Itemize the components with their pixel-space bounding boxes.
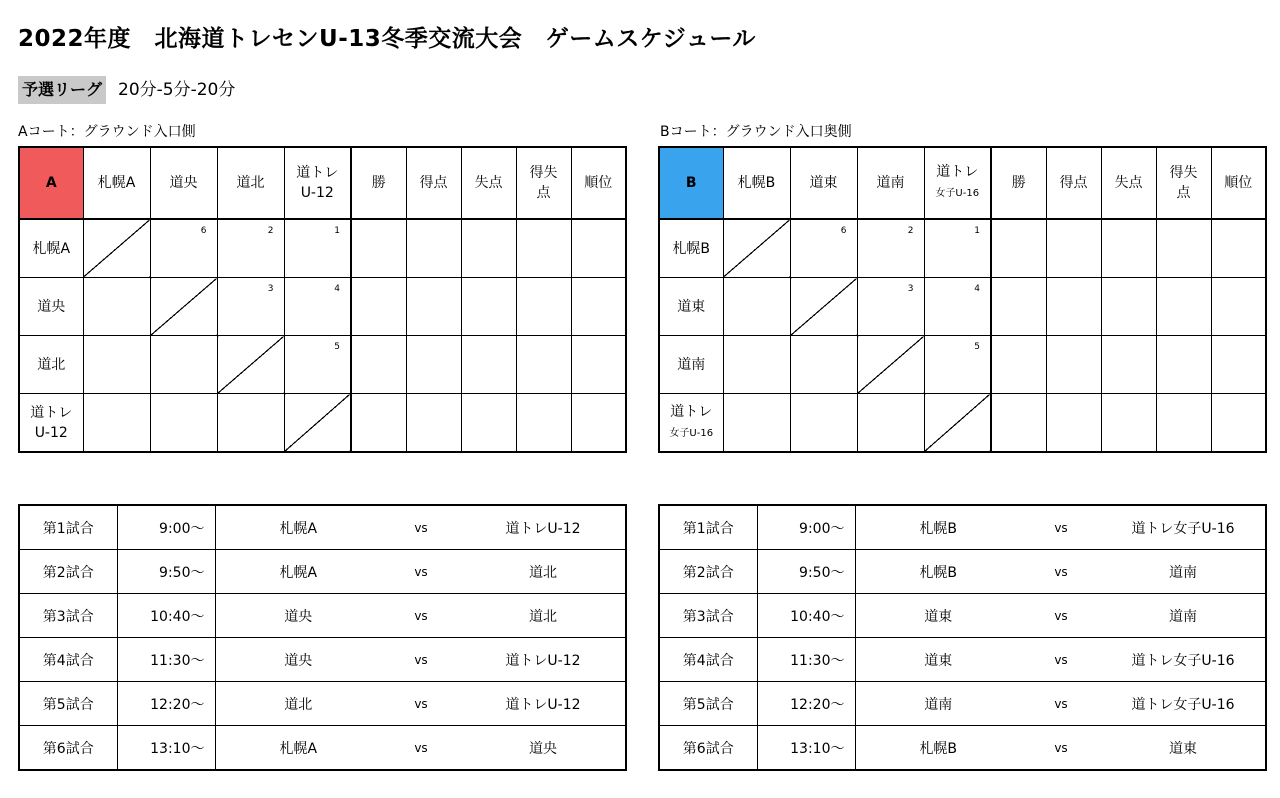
match-number: 1 (334, 226, 340, 236)
team-row-label (19, 394, 83, 453)
result-cell (284, 219, 351, 278)
stat-header-goals-for: 得点 (406, 147, 461, 219)
team-header: 道東 (790, 147, 857, 219)
stat-cell (1101, 394, 1156, 453)
away-team: 道トレ女子U-16 (1101, 638, 1266, 682)
stat-cell (406, 336, 461, 394)
home-team: 道南 (855, 682, 1021, 726)
stat-cell (461, 336, 516, 394)
court-b-label: Bコート：グラウンド入口奥側 (660, 124, 852, 140)
stat-cell (516, 394, 571, 453)
stat-header-wins: 勝 (991, 147, 1046, 219)
self-match-cell (857, 336, 924, 394)
stat-cell (1156, 336, 1211, 394)
vs-label: vs (1021, 550, 1101, 594)
kickoff-time: 12:20〜 (117, 682, 215, 726)
self-match-cell (924, 394, 991, 453)
match-number: 5 (334, 342, 340, 352)
vs-label: vs (1021, 505, 1101, 550)
vs-label: vs (381, 550, 461, 594)
result-cell (790, 394, 857, 453)
team-header: 札幌A (83, 147, 150, 219)
stat-cell (406, 278, 461, 336)
match-number: 4 (974, 284, 980, 294)
match-number: 1 (974, 226, 980, 236)
home-team: 道東 (855, 638, 1021, 682)
stat-cell (991, 278, 1046, 336)
team-row-line1: 道トレ (30, 404, 73, 421)
home-team: 道央 (215, 638, 381, 682)
vs-label: vs (381, 505, 461, 550)
result-cell (857, 219, 924, 278)
away-team: 道トレU-12 (461, 638, 626, 682)
stat-cell (351, 278, 406, 336)
team-header: 道北 (217, 147, 284, 219)
match-number-label: 第2試合 (19, 550, 117, 594)
match-number-label: 第6試合 (659, 726, 757, 771)
stat-cell (571, 336, 626, 394)
schedule-row (659, 726, 1266, 771)
team-row-label: 道東 (659, 278, 723, 336)
team-header: 札幌B (723, 147, 790, 219)
away-team: 道南 (1101, 550, 1266, 594)
court-b-schedule (658, 504, 1267, 771)
home-team: 札幌B (855, 505, 1021, 550)
schedule-row (19, 594, 626, 638)
home-team: 札幌A (215, 505, 381, 550)
team-row-line2: U-12 (34, 424, 68, 441)
schedule-row (19, 550, 626, 594)
team-header-line2: 女子U-16 (935, 188, 980, 199)
stat-cell (991, 394, 1046, 453)
vs-label: vs (381, 638, 461, 682)
stat-cell (1211, 394, 1266, 453)
team-header (284, 147, 351, 219)
home-team: 道東 (855, 594, 1021, 638)
stat-cell (1156, 394, 1211, 453)
match-format: 20分-5分-20分 (118, 80, 236, 100)
schedule-row (19, 726, 626, 771)
kickoff-time: 11:30〜 (757, 638, 855, 682)
away-team: 道トレU-12 (461, 505, 626, 550)
home-team: 札幌A (215, 550, 381, 594)
self-match-cell (217, 336, 284, 394)
team-header (924, 147, 991, 219)
stat-header-goal-diff-text: 得失点 (529, 165, 558, 201)
team-row-label: 札幌A (19, 219, 83, 278)
stat-cell (1101, 278, 1156, 336)
team-header: 道央 (150, 147, 217, 219)
result-cell (723, 278, 790, 336)
schedule-row (659, 594, 1266, 638)
stat-cell (1046, 394, 1101, 453)
stat-header-goals-against: 失点 (461, 147, 516, 219)
kickoff-time: 9:00〜 (757, 505, 855, 550)
team-header: 道南 (857, 147, 924, 219)
stat-cell (461, 394, 516, 453)
vs-label: vs (1021, 682, 1101, 726)
team-row-label: 札幌B (659, 219, 723, 278)
stat-cell (1046, 278, 1101, 336)
result-cell (924, 219, 991, 278)
away-team: 道東 (1101, 726, 1266, 771)
result-cell (217, 219, 284, 278)
home-team: 道央 (215, 594, 381, 638)
result-cell (924, 278, 991, 336)
match-number-label: 第3試合 (19, 594, 117, 638)
result-cell (83, 336, 150, 394)
team-row-label: 道南 (659, 336, 723, 394)
match-number-label: 第4試合 (19, 638, 117, 682)
stat-cell (1156, 278, 1211, 336)
stat-cell (1156, 219, 1211, 278)
result-cell (857, 394, 924, 453)
stat-header-goals-for: 得点 (1046, 147, 1101, 219)
page-title: 2022年度 北海道トレセンU-13冬季交流大会 ゲームスケジュール (18, 26, 756, 52)
away-team: 道央 (461, 726, 626, 771)
home-team: 札幌A (215, 726, 381, 771)
schedule-row (659, 505, 1266, 550)
court-a-label: Aコート：グラウンド入口側 (18, 124, 196, 140)
match-number: 2 (267, 226, 274, 236)
court-a-league-table (18, 146, 627, 453)
team-row-label: 道北 (19, 336, 83, 394)
stat-cell (1046, 219, 1101, 278)
result-cell (790, 336, 857, 394)
court-b-league-table (658, 146, 1267, 453)
self-match-cell (723, 219, 790, 278)
result-cell (790, 219, 857, 278)
stat-cell (406, 219, 461, 278)
court-a-schedule (18, 504, 627, 771)
home-team: 札幌B (855, 550, 1021, 594)
schedule-row (19, 682, 626, 726)
result-cell (723, 394, 790, 453)
match-number: 6 (200, 226, 207, 236)
match-number-label: 第5試合 (659, 682, 757, 726)
match-number-label: 第3試合 (659, 594, 757, 638)
team-header-line2: U-12 (300, 185, 334, 201)
group-b-cell: B (659, 147, 723, 219)
result-cell (83, 394, 150, 453)
stat-cell (1101, 219, 1156, 278)
stat-cell (991, 219, 1046, 278)
kickoff-time: 9:00〜 (117, 505, 215, 550)
stat-cell (571, 219, 626, 278)
team-header-line1: 道トレ (296, 165, 339, 181)
stat-header-goal-diff-text: 得失点 (1169, 165, 1198, 201)
team-row-line1: 道トレ (670, 403, 713, 420)
match-number: 2 (907, 226, 914, 236)
kickoff-time: 10:40〜 (117, 594, 215, 638)
match-number: 4 (334, 284, 340, 294)
away-team: 道トレ女子U-16 (1101, 505, 1266, 550)
stat-cell (1211, 278, 1266, 336)
away-team: 道トレU-12 (461, 682, 626, 726)
schedule-row (659, 638, 1266, 682)
stat-cell (516, 336, 571, 394)
kickoff-time: 9:50〜 (757, 550, 855, 594)
kickoff-time: 13:10〜 (117, 726, 215, 771)
schedule-row (19, 638, 626, 682)
team-row-label: 道央 (19, 278, 83, 336)
self-match-cell (83, 219, 150, 278)
stat-cell (351, 336, 406, 394)
match-number: 3 (907, 284, 914, 294)
vs-label: vs (1021, 594, 1101, 638)
stat-cell (351, 219, 406, 278)
schedule-row (659, 682, 1266, 726)
self-match-cell (790, 278, 857, 336)
match-number-label: 第6試合 (19, 726, 117, 771)
stat-cell (1046, 336, 1101, 394)
schedule-row (19, 505, 626, 550)
stat-cell (461, 278, 516, 336)
match-number-label: 第1試合 (659, 505, 757, 550)
result-cell (857, 278, 924, 336)
result-cell (150, 336, 217, 394)
stat-cell (351, 394, 406, 453)
stat-header-wins: 勝 (351, 147, 406, 219)
match-number: 5 (974, 342, 980, 352)
result-cell (83, 278, 150, 336)
self-match-cell (150, 278, 217, 336)
schedule-row (659, 550, 1266, 594)
result-cell (284, 278, 351, 336)
stat-cell (406, 394, 461, 453)
stat-cell (1101, 336, 1156, 394)
stat-header-rank: 順位 (571, 147, 626, 219)
result-cell (723, 336, 790, 394)
match-number: 6 (840, 226, 847, 236)
stat-cell (461, 219, 516, 278)
group-a-cell: A (19, 147, 83, 219)
home-team: 札幌B (855, 726, 1021, 771)
vs-label: vs (1021, 638, 1101, 682)
kickoff-time: 9:50〜 (117, 550, 215, 594)
match-number-label: 第4試合 (659, 638, 757, 682)
team-header-line1: 道トレ (936, 164, 979, 180)
kickoff-time: 10:40〜 (757, 594, 855, 638)
result-cell (217, 278, 284, 336)
stat-cell (571, 394, 626, 453)
vs-label: vs (381, 726, 461, 771)
kickoff-time: 11:30〜 (117, 638, 215, 682)
stat-cell (571, 278, 626, 336)
home-team: 道北 (215, 682, 381, 726)
away-team: 道南 (1101, 594, 1266, 638)
vs-label: vs (381, 594, 461, 638)
kickoff-time: 13:10〜 (757, 726, 855, 771)
stat-cell (1211, 219, 1266, 278)
stat-cell (991, 336, 1046, 394)
stat-header-goal-diff (1156, 147, 1211, 219)
stat-header-goal-diff (516, 147, 571, 219)
stat-cell (516, 219, 571, 278)
league-info (18, 76, 235, 104)
result-cell (217, 394, 284, 453)
result-cell (150, 219, 217, 278)
vs-label: vs (381, 682, 461, 726)
stat-header-rank: 順位 (1211, 147, 1266, 219)
stat-cell (1211, 336, 1266, 394)
kickoff-time: 12:20〜 (757, 682, 855, 726)
result-cell (150, 394, 217, 453)
away-team: 道トレ女子U-16 (1101, 682, 1266, 726)
league-label: 予選リーグ (18, 76, 106, 104)
match-number-label: 第1試合 (19, 505, 117, 550)
away-team: 道北 (461, 594, 626, 638)
vs-label: vs (1021, 726, 1101, 771)
team-row-line2: 女子U-16 (669, 427, 714, 439)
stat-header-goals-against: 失点 (1101, 147, 1156, 219)
match-number-label: 第5試合 (19, 682, 117, 726)
self-match-cell (284, 394, 351, 453)
result-cell (284, 336, 351, 394)
away-team: 道北 (461, 550, 626, 594)
team-row-label (659, 394, 723, 453)
stat-cell (516, 278, 571, 336)
match-number-label: 第2試合 (659, 550, 757, 594)
match-number: 3 (267, 284, 274, 294)
result-cell (924, 336, 991, 394)
